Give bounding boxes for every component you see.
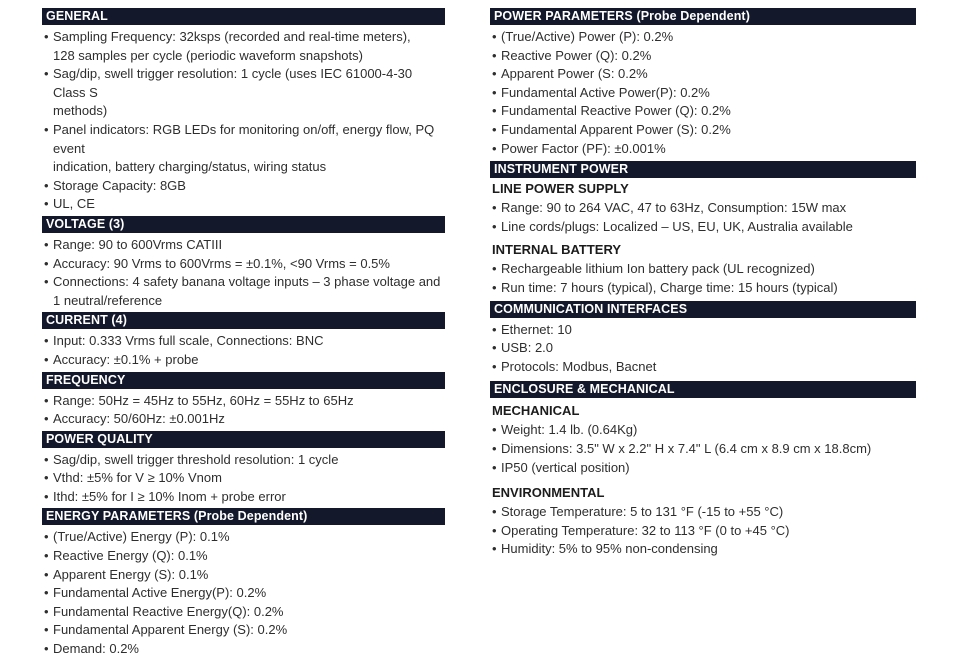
list-item: • Demand: 0.2%: [42, 640, 445, 659]
power-quality-list: [42, 451, 445, 507]
list-item: • Fundamental Apparent Power (S): 0.2%: [490, 121, 916, 140]
power-list: [490, 28, 916, 158]
list-item: • Rechargeable lithium Ion battery pack (UL recognized): [490, 260, 916, 279]
list-item: • Accuracy: ±0.1% + probe: [42, 351, 445, 370]
section-communication-interfaces: [490, 301, 916, 377]
list-item: • Reactive Energy (Q): 0.1%: [42, 547, 445, 566]
list-item: • IP50 (vertical position): [490, 459, 916, 478]
list-item: • Ethernet: 10: [490, 321, 916, 340]
list-item: • Range: 90 to 264 VAC, 47 to 63Hz, Consumption: 15W max: [490, 199, 916, 218]
right-column: [490, 8, 916, 561]
section-header-current: CURRENT (4): [42, 312, 445, 329]
list-item: • USB: 2.0: [490, 339, 916, 358]
list-item: • Weight: 1.4 lb. (0.64Kg): [490, 421, 916, 440]
subheading-environmental: ENVIRONMENTAL: [492, 485, 605, 501]
list-item: • Input: 0.333 Vrms full scale, Connections: BNC: [42, 332, 445, 351]
section-power-parameters: [490, 8, 916, 158]
list-item: • Panel indicators: RGB LEDs for monitoring on/off, energy flow, PQ event indication, battery charging/status, wiring status: [42, 121, 445, 177]
list-item: • Fundamental Active Power(P): 0.2%: [490, 84, 916, 103]
current-list: [42, 332, 445, 369]
list-item: • Run time: 7 hours (typical), Charge time: 15 hours (typical): [490, 279, 916, 298]
section-header-enclosure-mechanical: ENCLOSURE & MECHANICAL: [490, 381, 916, 398]
list-item: • Ithd: ±5% for I ≥ 10% Inom + probe error: [42, 488, 445, 507]
section-header-instrument-power: INSTRUMENT POWER: [490, 161, 916, 178]
list-item: • Fundamental Reactive Energy(Q): 0.2%: [42, 603, 445, 622]
section-current: [42, 312, 445, 369]
section-header-voltage: VOLTAGE (3): [42, 216, 445, 233]
list-item: • Fundamental Active Energy(P): 0.2%: [42, 584, 445, 603]
section-header-power-parameters: POWER PARAMETERS (Probe Dependent): [490, 8, 916, 25]
list-item: • Range: 50Hz = 45Hz to 55Hz, 60Hz = 55Hz to 65Hz: [42, 392, 445, 411]
list-item: • Accuracy: 50/60Hz: ±0.001Hz: [42, 410, 445, 429]
subheading-internal-battery: INTERNAL BATTERY: [492, 242, 622, 258]
section-voltage: [42, 216, 445, 310]
section-header-general: GENERAL: [42, 8, 445, 25]
section-header-energy-parameters: ENERGY PARAMETERS (Probe Dependent): [42, 508, 445, 525]
list-item: • UL, CE: [42, 195, 445, 214]
section-header-power-quality: POWER QUALITY: [42, 431, 445, 448]
section-header-communication-interfaces: COMMUNICATION INTERFACES: [490, 301, 916, 318]
list-item: • Vthd: ±5% for V ≥ 10% Vnom: [42, 469, 445, 488]
voltage-list: [42, 236, 445, 310]
battery-list: [490, 260, 916, 297]
section-enclosure-mechanical: [490, 381, 916, 559]
section-header-frequency: FREQUENCY: [42, 372, 445, 389]
communication-list: [490, 321, 916, 377]
subheading-line-power-supply: LINE POWER SUPPLY: [492, 181, 629, 197]
list-item: • Line cords/plugs: Localized – US, EU, UK, Australia available: [490, 218, 916, 237]
general-list: [42, 28, 445, 214]
list-item: • Accuracy: 90 Vrms to 600Vrms = ±0.1%, <90 Vrms = 0.5%: [42, 255, 445, 274]
list-item: • Storage Capacity: 8GB: [42, 177, 445, 196]
list-item: • Humidity: 5% to 95% non-condensing: [490, 540, 916, 559]
section-frequency: [42, 372, 445, 429]
section-general: [42, 8, 445, 214]
list-item: • Dimensions: 3.5" W x 2.2" H x 7.4" L (6.4 cm x 8.9 cm x 18.8cm): [490, 440, 916, 459]
line-power-list: [490, 199, 916, 236]
energy-list: [42, 528, 445, 658]
environmental-list: [490, 503, 916, 559]
frequency-list: [42, 392, 445, 429]
section-instrument-power: [490, 161, 916, 297]
left-column: [42, 8, 445, 661]
list-item: • Protocols: Modbus, Bacnet: [490, 358, 916, 377]
section-energy-parameters: [42, 508, 445, 658]
list-item: • Apparent Power (S: 0.2%: [490, 65, 916, 84]
list-item: • Fundamental Reactive Power (Q): 0.2%: [490, 102, 916, 121]
list-item: • Apparent Energy (S): 0.1%: [42, 566, 445, 585]
list-item: • Sag/dip, swell trigger resolution: 1 cycle (uses IEC 61000-4-30 Class S methods): [42, 65, 445, 121]
list-item: • Range: 90 to 600Vrms CATIII: [42, 236, 445, 255]
list-item: • Sampling Frequency: 32ksps (recorded and real-time meters), 128 samples per cycle (periodic waveform snapshots): [42, 28, 445, 65]
list-item: • Reactive Power (Q): 0.2%: [490, 47, 916, 66]
list-item: • Connections: 4 safety banana voltage inputs – 3 phase voltage and 1 neutral/reference: [42, 273, 445, 310]
subheading-mechanical: MECHANICAL: [492, 403, 580, 419]
list-item: • Power Factor (PF): ±0.001%: [490, 140, 916, 159]
list-item: • (True/Active) Power (P): 0.2%: [490, 28, 916, 47]
section-power-quality: [42, 431, 445, 507]
mechanical-list: [490, 421, 916, 477]
list-item: • Operating Temperature: 32 to 113 °F (0 to +45 °C): [490, 522, 916, 541]
list-item: • (True/Active) Energy (P): 0.1%: [42, 528, 445, 547]
list-item: • Sag/dip, swell trigger threshold resolution: 1 cycle: [42, 451, 445, 470]
list-item: • Fundamental Apparent Energy (S): 0.2%: [42, 621, 445, 640]
list-item: • Storage Temperature: 5 to 131 °F (-15 to +55 °C): [490, 503, 916, 522]
